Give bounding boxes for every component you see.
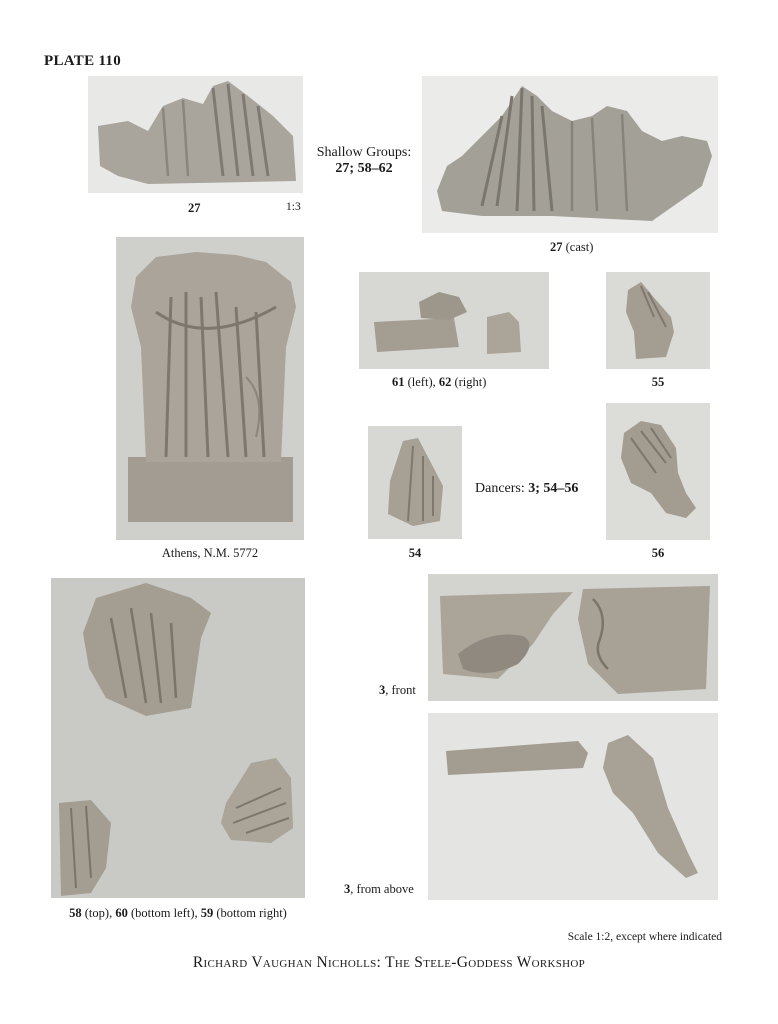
- dancers-label: Dancers: 3; 54–56: [475, 481, 579, 496]
- caption-27-cast: 27 (cast): [550, 240, 594, 254]
- photo-58-60-59: [51, 578, 305, 898]
- photo-56: [606, 403, 710, 540]
- scale-note: Scale 1:2, except where indicated: [567, 931, 722, 943]
- caption-61-62: 61 (left), 62 (right): [392, 375, 487, 389]
- photo-3-front: [428, 574, 718, 701]
- caption-athens: Athens, N.M. 5772: [161, 546, 259, 560]
- photo-61-62: [359, 272, 549, 369]
- photo-athens: [116, 237, 304, 540]
- photo-55: [606, 272, 710, 369]
- photo-27-cast: [422, 76, 718, 233]
- caption-56: 56: [651, 546, 665, 560]
- book-title: Richard Vaughan Nicholls: The Stele-Goddess Workshop: [192, 954, 586, 971]
- caption-27: 27: [188, 201, 201, 215]
- photo-27: [88, 76, 303, 193]
- plate-label: PLATE 110: [44, 53, 122, 69]
- caption-58-60-59: 58 (top), 60 (bottom left), 59 (bottom right): [69, 906, 287, 920]
- caption-3-above: 3, from above: [344, 882, 414, 896]
- caption-54: 54: [408, 546, 422, 560]
- caption-55: 55: [651, 375, 665, 389]
- shallow-groups-label: Shallow Groups: 27; 58–62: [316, 145, 412, 176]
- photo-3-above: [428, 713, 718, 900]
- caption-3-front: 3, front: [379, 683, 416, 697]
- caption-27-scale: 1:3: [286, 201, 301, 213]
- photo-54: [368, 426, 462, 539]
